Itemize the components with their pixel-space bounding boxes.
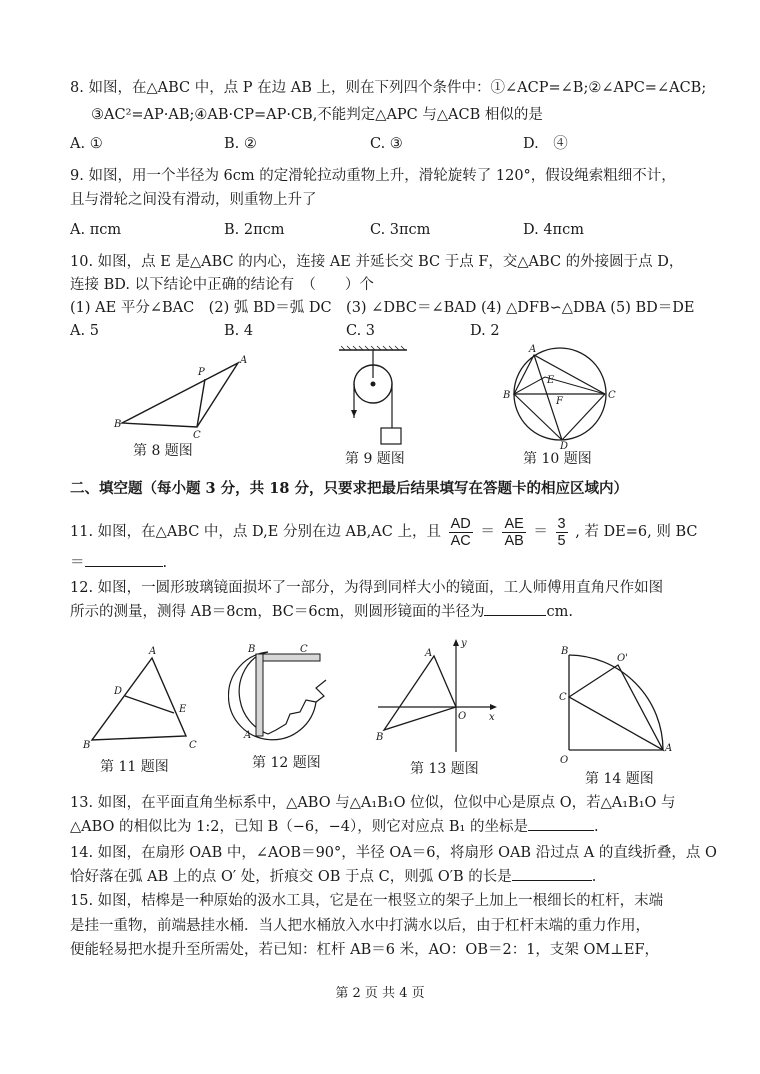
- q12-line2: [70, 601, 573, 622]
- caption-figure-8: 第 8 题图: [133, 443, 193, 459]
- q10-option-c: C. 3: [346, 323, 376, 339]
- q9-option-c: C. 3πcm: [370, 222, 431, 238]
- figure-12-mirror: [228, 640, 333, 750]
- caption-figure-9: 第 9 题图: [345, 451, 405, 467]
- q8-line2: ③AC²=AP·AB;④AB·CP=AP·CB,不能判定△APC 与△ACB 相似的是: [91, 107, 543, 123]
- figure-13-coordinate-plane: [372, 634, 502, 758]
- fig11-label-e: E: [179, 704, 187, 715]
- figure-10-circle: [500, 340, 620, 450]
- fig13-label-a: A: [425, 648, 433, 659]
- q11-fraction-ae-ab: [502, 516, 525, 549]
- q11-line2: [70, 552, 167, 573]
- q11-line2-pre: ＝: [70, 555, 85, 571]
- q11-fraction-3-5: [556, 516, 568, 549]
- fig10-label-a: A: [529, 344, 537, 355]
- q12-answer-blank: [484, 601, 546, 616]
- caption-figure-14: 第 14 题图: [585, 771, 654, 787]
- fig14-label-a: A: [665, 743, 673, 754]
- fig14-label-c: C: [559, 692, 567, 703]
- figure-11-triangle: [82, 644, 207, 754]
- caption-figure-13: 第 13 题图: [410, 761, 479, 777]
- q9-option-a: A. πcm: [70, 222, 122, 238]
- q10-line1: 10. 如图，点 E 是△ABC 的内心，连接 AE 并延长交 BC 于点 F，交△ABC 的外接圆于点 D，: [70, 254, 684, 270]
- q11-eq-1: ＝: [480, 524, 495, 540]
- q8-line1: 8. 如图，在△ABC 中，点 P 在边 AB 上，则在下列四个条件中：①∠ACP=∠B;②∠APC=∠ACB;: [70, 80, 707, 96]
- q13-line2: [70, 816, 599, 837]
- q11-line1: [70, 512, 697, 552]
- q11-answer-blank: [85, 552, 163, 567]
- fig12-label-b: B: [248, 644, 256, 655]
- q14-answer-blank: [512, 866, 592, 881]
- fig8-label-c: C: [193, 430, 201, 440]
- fig8-label-p: P: [198, 367, 205, 378]
- fig12-label-a: A: [244, 730, 252, 741]
- q11-f1-den: AC: [450, 532, 471, 549]
- q11-line2-post: .: [162, 555, 168, 571]
- q11-eq-2: ＝: [533, 524, 548, 540]
- fig11-label-c: C: [189, 740, 197, 751]
- q10-option-a: A. 5: [70, 323, 99, 339]
- q8-option-d: D. ④: [523, 136, 568, 152]
- q11-f3-den: 5: [557, 532, 566, 549]
- fig13-label-b: B: [376, 732, 384, 743]
- q12-line1: 12. 如图，一圆形玻璃镜面损坏了一部分，为得到同样大小的镜面，工人师傅用直角尺作如图: [70, 580, 664, 596]
- q10-conclusions: (1) AE 平分∠BAC (2) 弧 BD＝弧 DC (3) ∠DBC＝∠BAD (4) △DFB∽△DBA (5) BD＝DE: [70, 300, 695, 316]
- fig14-label-b: B: [561, 646, 569, 657]
- q14-line1: 14. 如图，在扇形 OAB 中，∠AOB＝90°，半径 OA＝6，将扇形 OAB 沿过点 A 的直线折叠，点 O: [70, 845, 717, 861]
- fig10-label-c: C: [608, 390, 616, 401]
- fig13-label-y: y: [461, 638, 467, 649]
- figure-9-pulley: [335, 344, 415, 446]
- fig12-label-c: C: [300, 644, 308, 655]
- q12-line2-post: cm.: [546, 604, 573, 620]
- q9-option-b: B. 2πcm: [224, 222, 285, 238]
- q9-line1: 9. 如图，用一个半径为 6cm 的定滑轮拉动重物上升，滑轮旋转了 120°，假设绳索粗细不计，: [70, 168, 676, 184]
- caption-figure-12: 第 12 题图: [252, 755, 321, 771]
- q8-option-b: B. ②: [224, 136, 257, 152]
- q11-f1-num: AD: [450, 515, 471, 532]
- q10-option-d: D. 2: [470, 323, 500, 339]
- fig10-label-b: B: [503, 390, 511, 401]
- q11-fraction-ad-ac: [449, 516, 473, 549]
- page-footer: 第 2 页 共 4 页: [335, 986, 425, 1001]
- fig10-label-d: D: [560, 441, 569, 450]
- q11-f2-den: AB: [504, 532, 524, 549]
- fig13-label-o: O: [458, 711, 467, 722]
- q14-line2-pre: 恰好落在弧 AB 上的点 O′ 处，折痕交 OB 于点 C，则弧 O′B 的长是: [70, 869, 512, 885]
- fig10-label-e: E: [547, 375, 555, 386]
- q8-option-c: C. ③: [370, 136, 403, 152]
- q11-text-pre: 11. 如图，在△ABC 中，点 D,E 分别在边 AB,AC 上，且: [70, 524, 441, 540]
- q8-option-a: A. ①: [70, 136, 103, 152]
- q10-option-b: B. 4: [224, 323, 254, 339]
- q10-line2: 连接 BD. 以下结论中正确的结论有 （ ）个: [70, 277, 374, 293]
- caption-figure-10: 第 10 题图: [523, 451, 592, 467]
- fig14-label-o-prime: O': [617, 653, 628, 664]
- q12-line2-pre: 所示的测量，测得 AB＝8cm，BC＝6cm，则圆形镜面的半径为: [70, 604, 485, 620]
- fig13-label-x: x: [489, 712, 495, 723]
- q14-line2-post: .: [591, 869, 597, 885]
- q14-line2: [70, 866, 596, 887]
- q13-answer-blank: [528, 816, 594, 831]
- fig11-label-d: D: [114, 686, 123, 697]
- section-2-heading: 二、填空题（每小题 3 分，共 18 分，只要求把最后结果填写在答题卡的相应区域内）: [70, 480, 628, 497]
- fig11-label-a: A: [149, 646, 157, 657]
- fig10-label-f: F: [556, 396, 563, 407]
- q11-f2-num: AE: [504, 515, 524, 532]
- q13-line2-pre: △ABO 的相似比为 1:2，已知 B（−6，−4），则它对应点 B₁ 的坐标是: [70, 819, 528, 835]
- q9-line2: 且与滑轮之间没有滑动，则重物上升了: [70, 192, 317, 208]
- q13-line1: 13. 如图，在平面直角坐标系中，△ABO 与△A₁B₁O 位似，位似中心是原点 O，若△A₁B₁O 与: [70, 795, 676, 811]
- q15-line1: 15. 如图，桔槔是一种原始的汲水工具，它是在一根竖立的架子上加上一根细长的杠杆，末端: [70, 893, 664, 909]
- figure-14-sector: [555, 645, 680, 765]
- figure-8-triangle: [110, 350, 250, 440]
- fig8-label-b: B: [114, 419, 122, 430]
- fig8-label-a: A: [240, 355, 248, 366]
- fig11-label-b: B: [83, 740, 91, 751]
- q11-f3-num: 3: [557, 515, 566, 532]
- q11-text-post: , 若 DE=6, 则 BC: [575, 524, 698, 540]
- q13-line2-post: .: [593, 819, 599, 835]
- caption-figure-11: 第 11 题图: [100, 759, 169, 775]
- q15-line2: 是挂一重物，前端悬挂水桶．当人把水桶放入水中打满水以后，由于杠杆末端的重力作用，: [70, 918, 650, 934]
- fig14-label-o: O: [560, 755, 569, 765]
- q15-line3: 便能轻易把水提升至所需处，若已知：杠杆 AB＝6 米，AO：OB＝2：1，支架 OM⊥EF，: [70, 942, 660, 958]
- q9-option-d: D. 4πcm: [523, 222, 584, 238]
